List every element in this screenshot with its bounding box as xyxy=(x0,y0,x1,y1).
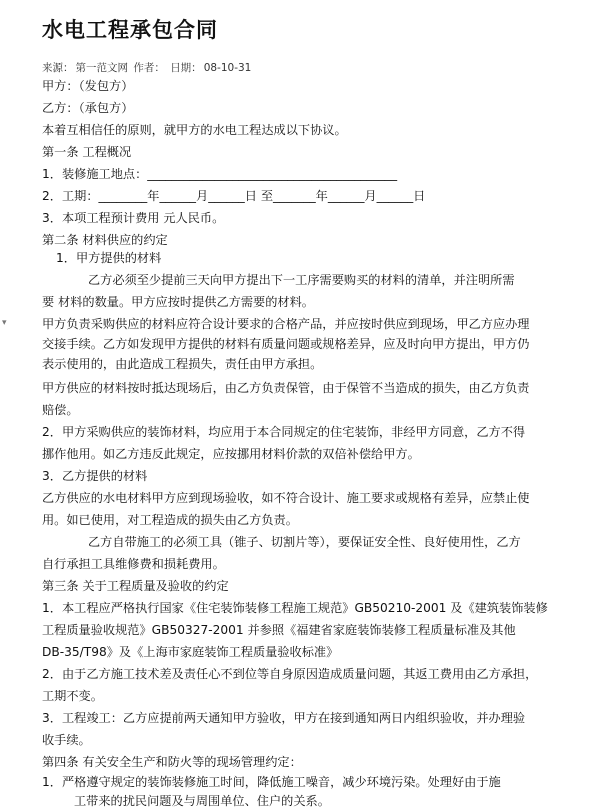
paragraph-line: 挪作他用。如乙方违反此规定，应按挪用材料价款的双倍补偿给甲方。 xyxy=(42,447,420,461)
document-meta xyxy=(42,60,253,75)
paragraph-line: 工期不变。 xyxy=(42,689,103,703)
article-1-heading: 第一条 工程概况 xyxy=(42,145,132,159)
paragraph-line: 2．甲方采购供应的装饰材料，均应用于本合同规定的住宅装饰，非经甲方同意，乙方不得 xyxy=(42,425,526,439)
margin-marker-icon: ▾ xyxy=(2,318,7,328)
party-a-line: 甲方：（发包方） xyxy=(42,79,134,93)
paragraph-line: DB-35/T98》及《上海市家庭装饰工程质量验收标准》 xyxy=(42,645,339,659)
paragraph-line: 1．严格遵守规定的装饰装修施工时间，降低施工噪音，减少环境污染。处理好由于施 xyxy=(42,775,501,789)
article-3-heading: 第三条 关于工程质量及验收的约定 xyxy=(42,579,229,593)
paragraph-line: 要 材料的数量。甲方应按时提供乙方需要的材料。 xyxy=(42,295,314,309)
paragraph-line: 自行承担工具维修费和损耗费用。 xyxy=(42,557,225,571)
article-2-section-1-heading: 1．甲方提供的材料 xyxy=(56,251,162,265)
paragraph-line: 2．由于乙方施工技术差及责任心不到位等自身原因造成质量问题，其返工费用由乙方承担， xyxy=(42,667,538,681)
paragraph-line: 1．本工程应严格执行国家《住宅装饰装修工程施工规范》GB50210-2001 及《建筑装饰装修 xyxy=(42,601,548,615)
paragraph-line: 用。如已使用，对工程造成的损失由乙方负责。 xyxy=(42,513,298,527)
paragraph-line: 工程质量验收规范》GB50327-2001 并参照《福建省家庭装饰装修工程质量标准及其他 xyxy=(42,623,516,637)
paragraph-line: 乙方供应的水电材料甲方应到现场验收，如不符合设计、施工要求或规格有差异，应禁止使 xyxy=(42,491,530,505)
author-label: 作者： xyxy=(133,62,165,74)
paragraph-line: 收手续。 xyxy=(42,733,91,747)
paragraph-line: 乙方自带施工的必须工具（锥子、切割片等），要保证安全性、良好使用性，乙方 xyxy=(88,535,521,549)
article-1-period: 2．工期：________年______月______日 至_______年______月______日 xyxy=(42,189,426,203)
paragraph-line: 甲方负责采购供应的材料应符合设计要求的合格产品，并应按时供应到现场，甲乙方应办理 xyxy=(42,317,530,331)
paragraph-line: 表示使用的，由此造成工程损失，责任由甲方承担。 xyxy=(42,357,323,371)
date-label: 日期： xyxy=(170,62,202,74)
paragraph-line: 交接手续。乙方如发现甲方提供的材料有质量问题或规格差异，应及时向甲方提出，甲方仍 xyxy=(42,337,530,351)
paragraph-line: 甲方供应的材料按时抵达现场后，由乙方负责保管，由于保管不当造成的损失，由乙方负责 xyxy=(42,381,530,395)
article-2-heading: 第二条 材料供应的约定 xyxy=(42,233,168,247)
party-b-line: 乙方：（承包方） xyxy=(42,101,134,115)
paragraph-line: 乙方必须至少提前三天向甲方提出下一工序需要购买的材料的清单，并注明所需 xyxy=(88,273,515,287)
date-value: 08-10-31 xyxy=(203,62,252,74)
paragraph-line: 赔偿。 xyxy=(42,403,79,417)
source-value: 第一范文网 xyxy=(75,62,128,74)
article-4-heading: 第四条 有关安全生产和防火等的现场管理约定： xyxy=(42,755,302,769)
article-1-location: 1．装修施工地点：_________________________________________ xyxy=(42,167,398,181)
paragraph-line: 工带来的扰民问题及与周围单位、住户的关系。 xyxy=(74,794,330,808)
source-label: 来源： xyxy=(42,62,74,74)
paragraph-line: 3．工程竣工：乙方应提前两天通知甲方验收，甲方在接到通知两日内组织验收，并办理验 xyxy=(42,711,526,725)
intro-line: 本着互相信任的原则，就甲方的水电工程达成以下协议。 xyxy=(42,123,347,137)
document-title: 水电工程承包合同 xyxy=(42,18,218,42)
article-1-cost: 3．本项工程预计费用 元人民币。 xyxy=(42,211,225,225)
article-2-section-3-heading: 3．乙方提供的材料 xyxy=(42,469,148,483)
